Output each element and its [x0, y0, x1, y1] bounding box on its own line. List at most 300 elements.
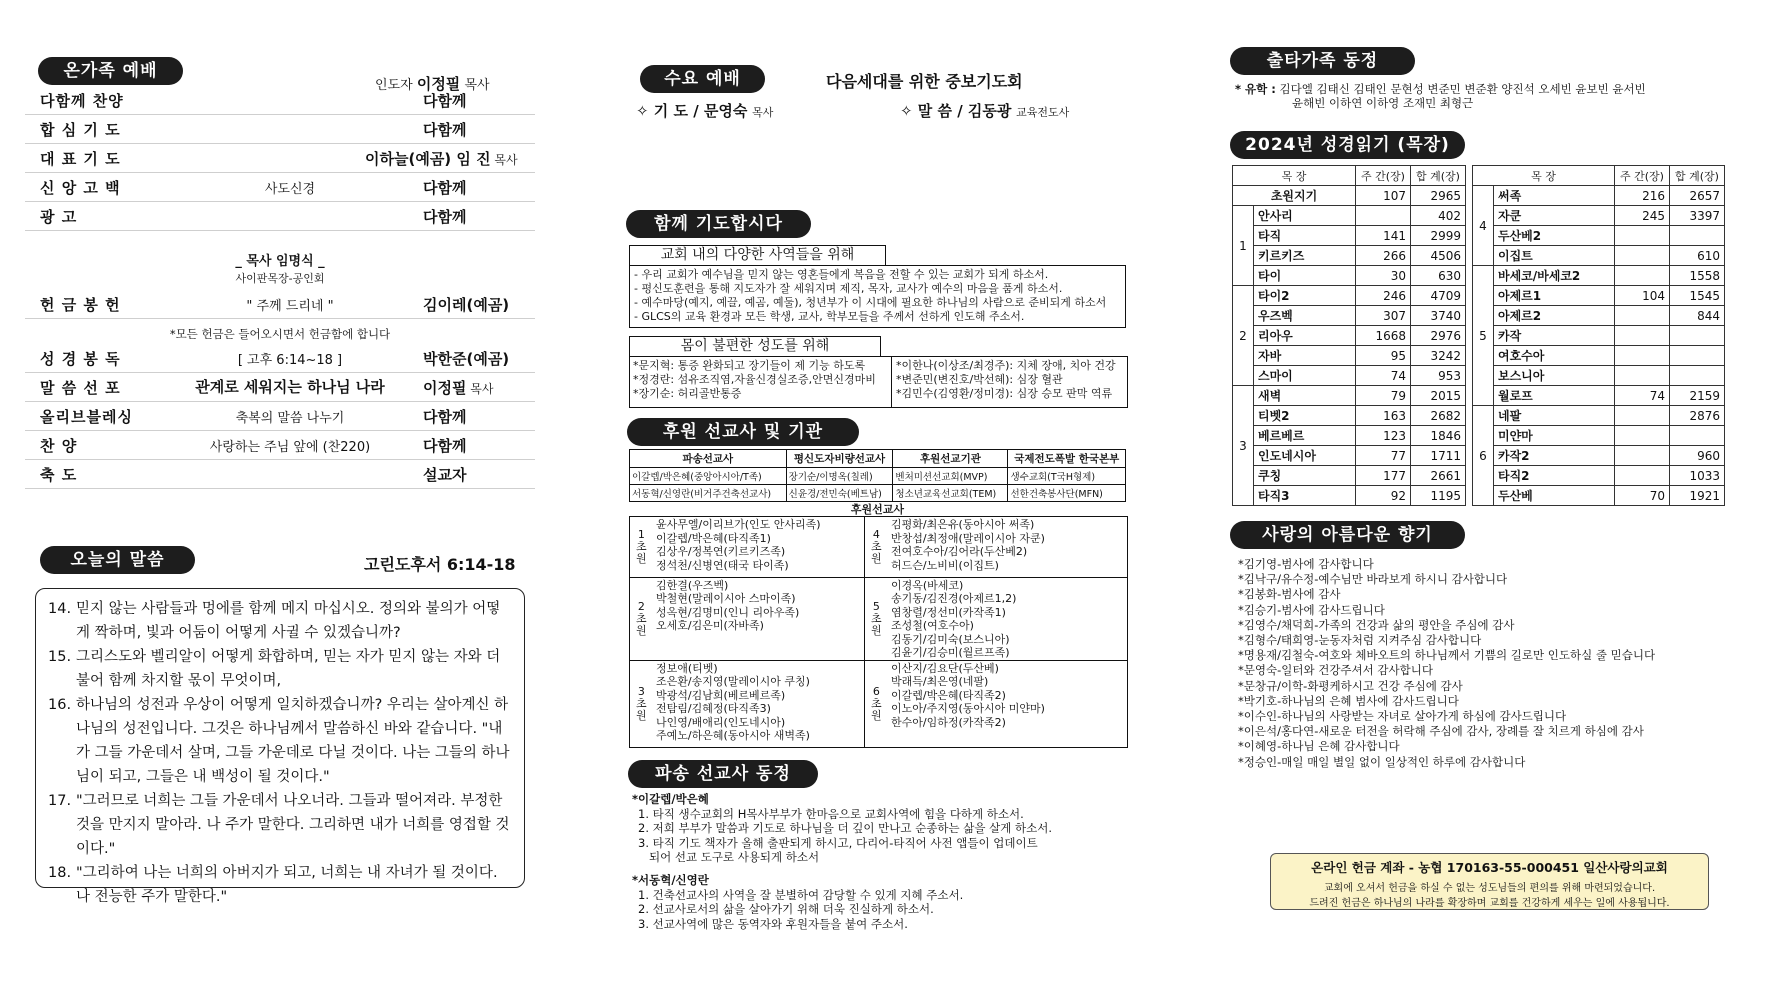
ordination-title: _ 목사 임명식 _ [235, 254, 325, 269]
bible-total: 402 [1411, 206, 1466, 226]
support-table [629, 449, 1126, 502]
sick-item: *문지혁: 통증 완화되고 장기들이 제 기능 하도록 [633, 359, 866, 372]
missionary-group [630, 661, 864, 747]
bible-week: 163 [1356, 406, 1411, 426]
order-center: 사도신경 [264, 182, 316, 197]
bible-total: 3397 [1670, 206, 1725, 226]
group-member: 오세호/김은미(자바족) [656, 619, 764, 633]
group-number: 5 초 원 [871, 600, 882, 637]
group-number: 6 초 원 [871, 685, 882, 722]
order-right-suffix: 목사 [466, 382, 494, 396]
order-center: 축복의 말씀 나누기 [235, 411, 345, 426]
group-member: 이갈렙/박은혜(타직족2) [891, 688, 1006, 702]
dispatch-item: 3. 타직 기도 책자가 올해 출판되게 하시고, 다리어-타직어 사전 앱들이 업데이트 [638, 835, 1038, 850]
bible-name: 인도네시아 [1254, 446, 1356, 466]
group-number: 2 초 원 [636, 600, 647, 637]
support-cell: 생수교회(T국H형제) [1008, 468, 1126, 485]
dispatch-item: 2. 저희 부부가 말씀과 기도로 하나님을 더 깊이 만나고 순종하는 삶을 살게 하소서. [638, 821, 1052, 836]
sick-item: *장기순: 허리골반통증 [633, 387, 742, 400]
group-number: 4 초 원 [871, 528, 882, 565]
order-right [423, 435, 466, 456]
bible-row [1473, 246, 1725, 266]
bible-table-left [1232, 165, 1466, 506]
bible-name: 우즈벡 [1254, 306, 1356, 326]
bible-week: 107 [1356, 186, 1411, 206]
order-right-name: 다함께 [423, 437, 467, 455]
order-center: 사랑하는 주님 앞에 (찬220) [209, 440, 371, 455]
group-member: 김평화/최은유(동아시아 써족) [891, 518, 1035, 531]
bible-row [1233, 266, 1466, 286]
word-leader [900, 100, 1069, 121]
dispatch-list [632, 792, 1152, 931]
group-member: 이산지/김요단(두산베) [891, 662, 999, 675]
missionary-header: 후원선교사 [850, 503, 905, 516]
bible-head-row [1473, 166, 1725, 186]
bible-total: 2876 [1670, 406, 1725, 426]
ministry-item: - GLCS의 교육 환경과 모든 학생, 교사, 학부모들을 주께서 선하게 인도해 주소서. [634, 310, 1025, 323]
bible-total: 610 [1670, 246, 1725, 266]
sick-title: 몸이 불편한 성도를 위해 [629, 336, 881, 357]
bible-name: 아제르2 [1494, 306, 1615, 326]
account-note2: 드려진 헌금은 하나님의 나라를 확장하며 교회를 건강하게 세우는 일에 사용됩니다. [1309, 898, 1670, 909]
bible-name: 스마이 [1254, 366, 1356, 386]
order-right-name: 다함께 [423, 179, 467, 197]
bible-total: 844 [1670, 306, 1725, 326]
bible-total: 1921 [1670, 486, 1725, 506]
bible-week: 74 [1356, 366, 1411, 386]
bible-row [1233, 366, 1466, 386]
bible-name: 이집트 [1494, 246, 1615, 266]
bible-week [1615, 346, 1670, 366]
bible-name: 카작2 [1494, 446, 1615, 466]
support-header: 후원선교기관 [893, 450, 1008, 468]
bible-group: 6 [1473, 406, 1494, 506]
order-right-name: 박한준(예곰) [423, 350, 510, 368]
bible-name: 월로프 [1494, 386, 1615, 406]
bible-head-row [1233, 166, 1466, 186]
sick-right-list [896, 359, 1126, 401]
bible-total: 2015 [1411, 386, 1466, 406]
bible-total: 3242 [1411, 346, 1466, 366]
group-member: 김한결(우즈벡) [656, 579, 729, 592]
prayer-label: ✧ 기 도 / 문영숙 [636, 102, 748, 120]
bible-week: 77 [1356, 446, 1411, 466]
bible-row [1233, 426, 1466, 446]
group-members [891, 518, 1045, 572]
order-key: 다함께 찬양 [40, 92, 124, 110]
sick-item: *이한나(이상조/최경주): 지체 장애, 치아 건강 [896, 359, 1116, 372]
verse-text: 그리스도와 벨리알이 어떻게 화합하며, 믿는 자가 믿지 않는 자와 더불어 함께 차지할 몫이 무엇이며, [76, 649, 501, 689]
bible-total [1670, 326, 1725, 346]
missionary-group [865, 517, 1099, 577]
pray-title: 함께 기도합시다 [626, 210, 811, 238]
bible-name: 안사리 [1254, 206, 1356, 226]
bible-name: 써족 [1494, 186, 1615, 206]
bible-total: 1033 [1670, 466, 1725, 486]
love-item: *이은석/홍다연-새로운 터전을 허락해 주심에 감사, 장례를 잘 치르게 하심에 감사 [1238, 724, 1644, 739]
order-right [365, 148, 518, 169]
bible-week: 246 [1356, 286, 1411, 306]
order-key: 대 표 기 도 [40, 150, 121, 168]
bible-total: 1846 [1411, 426, 1466, 446]
offering-center: " 주께 드리네 " [246, 299, 334, 314]
bible-row [1233, 246, 1466, 266]
sick-item: *김민수(김영환/정미경): 심장 승모 판막 역류 [896, 387, 1113, 400]
bible-week [1615, 466, 1670, 486]
sick-item: *변준민(변진호/박선혜): 심장 혈관 [896, 373, 1063, 386]
support-cell: 이갈렙/박은혜(중앙아시아/T족) [630, 468, 787, 485]
group-member: 윤사무엘/이리브가(인도 안사리족) [656, 518, 821, 531]
bible-header: 주 간(장) [1356, 166, 1411, 186]
group-member: 전여호수아/김어라(두산베2) [891, 545, 1028, 558]
bible-total: 4506 [1411, 246, 1466, 266]
account-line: 온라인 헌금 계좌 - 농협 170163-55-000451 일산사랑의교회 [1311, 860, 1668, 875]
support-cell: 선한건축봉사단(MFN) [1008, 485, 1126, 502]
support-cell: 신윤경/전민숙(베트남) [786, 485, 893, 502]
worship-title: 온가족 예배 [38, 57, 183, 85]
missionary-group [630, 578, 864, 660]
love-item: *김형수/태희영-눈동자처럼 지켜주심 감사합니다 [1238, 633, 1482, 648]
bible-week: 307 [1356, 306, 1411, 326]
departure-title: 출타가족 동정 [1230, 47, 1415, 75]
bible-total: 2657 [1670, 186, 1725, 206]
support-cell: 장기순/이명옥(칠레) [786, 468, 893, 485]
bible-row [1233, 226, 1466, 246]
account-box [1270, 853, 1709, 910]
bible-week: 70 [1615, 486, 1670, 506]
group-member: 이경옥(바세코) [891, 579, 964, 592]
bible-row [1233, 306, 1466, 326]
love-item: *문창규/이학-화평케하시고 건강 주심에 감사 [1238, 678, 1463, 693]
love-item: *문영숙-일터와 건강주셔서 감사합니다 [1238, 663, 1433, 678]
bible-name: 타이 [1254, 266, 1356, 286]
bible-header: 합 계(장) [1670, 166, 1725, 186]
group-members [891, 579, 1016, 659]
order-row [25, 429, 535, 460]
bible-total: 2159 [1670, 386, 1725, 406]
departure-line2: 윤해빈 이하연 이하영 조재민 최형근 [1292, 96, 1474, 110]
love-item: *김영수/채덕희-가족의 건강과 삶의 평안을 주심에 감사 [1238, 617, 1515, 632]
bible-name: 티벳2 [1254, 406, 1356, 426]
verse-text: 하나님의 성전과 우상이 어떻게 일치하겠습니까? 우리는 살아계신 하나님의 성전입니다. 그것은 하나님께서 말씀하신 바와 같습니다. "내가 그들 가운데서 살며, 그들 가운데로 다닐 것이다. 나는 그들의 하나님이 되고, 그들은 내 백성이 될 것이다." [76, 697, 510, 785]
group-members [891, 662, 1045, 729]
order-row [25, 400, 535, 431]
bible-row [1233, 406, 1466, 426]
ordination-sub: 사이판목장-공인회 [235, 272, 325, 285]
sick-divider [891, 357, 892, 407]
order-center: 관계로 세워지는 하나님 나라 [195, 378, 385, 396]
bible-total: 960 [1670, 446, 1725, 466]
bible-week [1615, 266, 1670, 286]
wed-title: 수요 예배 [640, 65, 765, 93]
leader-name: 이정필 [416, 75, 461, 93]
group-member: 박철현(말레이시아 스마이족) [656, 592, 796, 606]
dispatch-item: 2. 선교사로서의 삶을 살아가기 위해 더욱 진실하게 하소서. [638, 902, 934, 917]
bible-name: 초원지기 [1233, 186, 1356, 206]
support-cell: 서동혁/신영란(비거주건축선교사) [630, 485, 787, 502]
word-ref: 고린도후서 6:14-18 [364, 555, 516, 574]
bible-name: 아제르1 [1494, 286, 1615, 306]
ministry-item: - 평신도훈련을 통해 지도자가 잘 세워지며 제직, 목자, 교사가 예수의 마음을 품게 하소서. [634, 282, 1063, 295]
bible-total: 2976 [1411, 326, 1466, 346]
order-row [25, 458, 535, 489]
group-member: 조성철(여호수아) [891, 619, 974, 633]
group-member: 정보애(티벳) [656, 662, 718, 675]
word-suffix: 교육전도사 [1016, 106, 1070, 119]
group-member: 김윤기/김승미(월르프족) [891, 646, 1010, 660]
word-title: 오늘의 말씀 [40, 546, 195, 574]
bible-row [1473, 206, 1725, 226]
group-member: 이노아/주지영(동아시아 미얀마) [891, 702, 1045, 716]
order-row [25, 113, 535, 144]
bible-total: 2965 [1411, 186, 1466, 206]
bible-row [1473, 226, 1725, 246]
prayer-suffix: 목사 [752, 106, 774, 119]
bible-week: 79 [1356, 386, 1411, 406]
bible-name: 자쿤 [1494, 206, 1615, 226]
order-key: 올리브블레싱 [40, 408, 133, 426]
verse-item [48, 645, 512, 693]
order-right [423, 90, 466, 111]
bible-name: 두산베 [1494, 486, 1615, 506]
order-row [25, 342, 535, 373]
support-header: 국제전도폭발 한국본부 [1008, 450, 1126, 468]
order-right [423, 119, 466, 140]
group-number: 3 초 원 [636, 685, 647, 722]
bible-row [1473, 486, 1725, 506]
bible-week: 216 [1615, 186, 1670, 206]
leader-title: 목사 [464, 78, 490, 93]
bible-title: 2024년 성경읽기 (목장) [1230, 131, 1465, 159]
bible-row [1233, 326, 1466, 346]
support-row [630, 485, 1126, 502]
leader-label: 인도자 [375, 78, 413, 93]
bible-week [1615, 246, 1670, 266]
bible-week: 95 [1356, 346, 1411, 366]
bible-header: 목 장 [1473, 166, 1615, 186]
bible-header: 주 간(장) [1615, 166, 1670, 186]
bible-row [1233, 446, 1466, 466]
order-right-name: 다함께 [423, 208, 467, 226]
love-item: *김승기-범사에 감사드립니다 [1238, 602, 1385, 617]
order-right-name: 다함께 [423, 92, 467, 110]
dispatch-item: 1. 타직 생수교회의 H목사부부가 한마음으로 교회사역에 힘을 다하게 하소서. [638, 806, 1024, 821]
group-member: 염창렬/정선미(카작족1) [891, 605, 1006, 619]
order-key: 성 경 봉 독 [40, 350, 121, 368]
group-member: 김동기/김미숙(보스니아) [891, 632, 1010, 646]
sick-left-list [633, 359, 888, 401]
ministry-box [629, 265, 1126, 328]
group-members [656, 579, 799, 633]
order-key: 말 씀 선 포 [40, 379, 121, 397]
bible-row [1473, 306, 1725, 326]
bible-header: 합 계(장) [1411, 166, 1466, 186]
love-item: *이혜영-하나님 은혜 감사합니다 [1238, 739, 1400, 754]
bible-week: 92 [1356, 486, 1411, 506]
bible-name: 타직2 [1494, 466, 1615, 486]
order-row [25, 200, 535, 231]
verse-number: 18. [48, 865, 72, 881]
love-item: *박기호-하나님의 은혜 범사에 감사드립니다 [1238, 693, 1459, 708]
offering-row [25, 288, 535, 319]
dispatch-item: 1. 건축선교사의 사역을 잘 분별하여 감당할 수 있게 지혜 주소서. [638, 887, 964, 902]
bible-week: 266 [1356, 246, 1411, 266]
bible-week: 74 [1615, 386, 1670, 406]
bible-name: 미얀마 [1494, 426, 1615, 446]
group-member: 주예노/하은혜(동아시아 새벽족) [656, 729, 810, 743]
order-right [423, 206, 466, 227]
group-member: 이갈렙/박은혜(타직족1) [656, 531, 771, 545]
group-number: 1 초 원 [636, 528, 647, 565]
verse-text: 믿지 않는 사람들과 멍에를 함께 메지 마십시오. 정의와 불의가 어떻게 짝하며, 빛과 어둠이 어떻게 사귈 수 있겠습니까? [76, 601, 501, 641]
bible-name: 자바 [1254, 346, 1356, 366]
bible-total: 630 [1411, 266, 1466, 286]
bible-row [1233, 486, 1466, 506]
love-item: *명용재/김철숙-여호와 체바오트의 하나님께서 기쁨의 길로만 인도하실 줄 믿습니다 [1238, 648, 1656, 663]
verse-text: "그러므로 너희는 그들 가운데서 나오너라. 그들과 떨어져라. 부정한 것을 만지지 말아라. 나 주가 말한다. 그리하면 내가 너희를 영접할 것이다." [76, 793, 510, 857]
bible-name: 리아우 [1254, 326, 1356, 346]
dispatch-title: 파송 선교사 동정 [628, 760, 818, 788]
verse-box [35, 588, 525, 905]
bible-total [1670, 226, 1725, 246]
verse-number: 17. [48, 793, 72, 809]
love-list [1238, 557, 1718, 770]
dispatch-item: 되어 선교 도구로 사용되게 하소서 [638, 850, 820, 865]
bible-total [1670, 346, 1725, 366]
missionary-box [629, 516, 1128, 748]
bible-row [1473, 266, 1725, 286]
bible-week: 245 [1615, 206, 1670, 226]
group-member: 조은환/송지영(말레이시아 쿠칭) [656, 675, 810, 689]
bible-name: 두산베2 [1494, 226, 1615, 246]
bible-total [1670, 366, 1725, 386]
order-right [423, 377, 493, 398]
bible-row [1233, 346, 1466, 366]
group-member: 송기동/김진경(아제르1,2) [891, 592, 1017, 606]
group-member: 나인영/배애리(인도네시아) [656, 715, 786, 729]
love-item: *이수인-하나님의 사랑받는 자녀로 살아가게 하심에 감사드립니다 [1238, 709, 1567, 724]
order-right-name: 다함께 [423, 121, 467, 139]
verse-item [48, 597, 512, 645]
bible-name: 쿠칭 [1254, 466, 1356, 486]
bible-row [1473, 286, 1725, 306]
order-right-suffix: 목사 [490, 153, 518, 167]
sick-box [629, 356, 1128, 408]
bible-table-right [1472, 165, 1725, 506]
bible-group: 1 [1233, 206, 1254, 286]
bible-name: 보스니아 [1494, 366, 1615, 386]
bible-group: 4 [1473, 186, 1494, 266]
bible-name: 타직3 [1254, 486, 1356, 506]
group-member: 박래득/최은영(네팔) [891, 675, 989, 689]
bible-week [1615, 426, 1670, 446]
order-key: 광 고 [40, 208, 78, 226]
bible-week [1615, 446, 1670, 466]
bible-row [1473, 426, 1725, 446]
order-right-name: 설교자 [423, 466, 467, 484]
bible-group: 5 [1473, 266, 1494, 406]
missionary-group [630, 517, 864, 577]
ministry-item: - 우리 교회가 예수님을 믿지 않는 영혼들에게 복음을 전할 수 있는 교회가 되게 하소서. [634, 268, 1049, 281]
order-key: 합 심 기 도 [40, 121, 121, 139]
order-right-name: 이정필 [423, 379, 467, 397]
bible-total: 1558 [1670, 266, 1725, 286]
bible-name: 카작 [1494, 326, 1615, 346]
bible-header: 목 장 [1233, 166, 1356, 186]
account-note1: 교회에 오셔서 헌금을 하실 수 없는 성도님들의 편의를 위해 마련되었습니다. [1323, 883, 1656, 894]
order-right-name: 이하늘(예곰) 임 진 [365, 150, 491, 168]
order-row [25, 371, 535, 402]
support-title: 후원 선교사 및 기관 [627, 418, 859, 446]
bible-total: 4709 [1411, 286, 1466, 306]
bible-name: 타이2 [1254, 286, 1356, 306]
support-cell: 벤처미션선교회(MVP) [893, 468, 1008, 485]
offering-right: 김이레(예곰) [423, 296, 510, 314]
offering-key: 헌 금 봉 헌 [40, 296, 121, 314]
missionary-group [865, 578, 1099, 660]
order-row [25, 171, 535, 202]
missionary-group [865, 661, 1099, 747]
ministry-item: - 예수마당(예지, 예끌, 예곰, 예둘), 청년부가 이 시대에 필요한 하나님의 사람으로 준비되게 하소서 [634, 296, 1107, 309]
bible-row [1473, 406, 1725, 426]
bible-total: 3740 [1411, 306, 1466, 326]
departure-label: * 유학 : [1235, 82, 1276, 96]
bible-week: 123 [1356, 426, 1411, 446]
bible-total [1670, 426, 1725, 446]
group-member: 성옥현/김명미(인니 리아우족) [656, 605, 800, 619]
bible-week: 30 [1356, 266, 1411, 286]
order-right [423, 406, 466, 427]
group-members [656, 518, 821, 572]
bible-total: 2999 [1411, 226, 1466, 246]
bible-total: 1711 [1411, 446, 1466, 466]
bible-name: 바세코/바세코2 [1494, 266, 1615, 286]
bible-week: 1668 [1356, 326, 1411, 346]
dispatch-name: *서동혁/신영란 [632, 872, 709, 887]
verse-number: 15. [48, 649, 72, 665]
bible-week [1615, 306, 1670, 326]
bible-row [1473, 346, 1725, 366]
verse-number: 14. [48, 601, 72, 617]
bible-row [1473, 186, 1725, 206]
bible-row [1473, 466, 1725, 486]
group-member: 김상우/정복연(키르키즈족) [656, 545, 786, 558]
order-center: [ 고후 6:14~18 ] [237, 353, 343, 368]
bible-week [1615, 366, 1670, 386]
bible-name: 타직 [1254, 226, 1356, 246]
support-head-row [630, 450, 1126, 468]
offering-note: *모든 헌금은 들어오시면서 헌금함에 합니다 [169, 327, 391, 341]
love-item: *김봉화-범사에 감사 [1238, 587, 1341, 602]
group-member: 정석천/신병연(태국 타이족) [656, 558, 789, 572]
bible-group: 2 [1233, 286, 1254, 386]
order-key: 신 앙 고 백 [40, 179, 121, 197]
bible-row [1233, 186, 1466, 206]
order-right [423, 348, 509, 369]
sick-item: *정경란: 섬유조직염,자율신경실조증,안면신경마비 [633, 373, 876, 386]
group-member: 반창섭/최정애(말레이시아 자쿤) [891, 531, 1045, 545]
bible-total: 2682 [1411, 406, 1466, 426]
love-title: 사랑의 아름다운 향기 [1230, 521, 1465, 549]
love-item: *정승인-매일 매일 별일 없이 일상적인 하루에 감사합니다 [1238, 754, 1526, 769]
bible-row [1233, 286, 1466, 306]
bible-total: 1545 [1670, 286, 1725, 306]
ministry-list [634, 268, 1121, 324]
group-member: 전탐림/김혜정(타직족3) [656, 702, 771, 716]
bible-name: 키르키즈 [1254, 246, 1356, 266]
prayer-leader [636, 100, 773, 121]
support-header: 파송선교사 [630, 450, 787, 468]
